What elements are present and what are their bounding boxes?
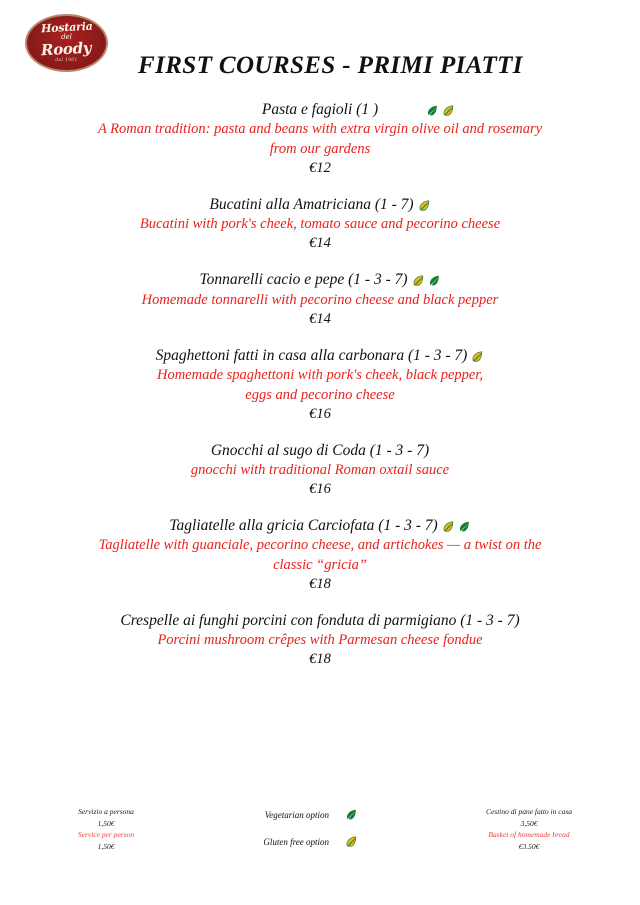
yellow-leaf-icon (418, 198, 431, 211)
dietary-icon-group (412, 273, 441, 286)
green-leaf-icon (426, 103, 439, 116)
menu-item-description: Homemade spaghettoni with pork's cheek, black pepper, (156, 366, 484, 383)
gluten-free-legend-label: Gluten free option (263, 836, 329, 847)
menu-item-price: €16 (309, 480, 331, 497)
legend-row-gluten-free (225, 835, 405, 848)
menu-item-name-row (18, 195, 622, 214)
menu-item (18, 195, 622, 252)
dietary-icon-group (442, 519, 471, 532)
menu-item-name-row (18, 516, 622, 535)
menu-item (18, 100, 622, 177)
menu-item-price: €18 (309, 575, 331, 592)
bread-basket-label-en: Basket of homemade bread (488, 830, 570, 840)
menu-list (0, 100, 640, 668)
menu-item-description: Homemade tonnarelli with pecorino cheese and black pepper (141, 291, 499, 308)
menu-item-name-row (18, 100, 622, 119)
service-charge-price-it: 1,50€ (97, 818, 115, 828)
menu-item-name-row (18, 441, 622, 460)
page-header (0, 0, 640, 100)
dietary-icon-group (418, 198, 431, 211)
menu-item-name-row (18, 346, 622, 365)
page-footer (0, 806, 640, 853)
bread-basket-label-it: Cestino di pane fatto in casa (485, 807, 573, 816)
menu-item (18, 516, 622, 593)
service-charge-label-en: Service per person (77, 830, 135, 840)
menu-item-name-row (18, 611, 622, 630)
logo-line-del: del (61, 33, 72, 41)
menu-item-name: Tagliatelle alla gricia Carciofata (1 - 3 - 7) (169, 516, 438, 534)
logo-line-roody: Roody (40, 38, 93, 60)
menu-item-price: €12 (309, 160, 331, 177)
menu-item-description-cont: from our gardens (269, 141, 371, 158)
vegetarian-legend-label: Vegetarian option (264, 809, 329, 820)
menu-item-description: Tagliatelle with guanciale, pecorino cheese, and artichokes — a twist on the (98, 537, 542, 554)
menu-item (18, 346, 622, 423)
menu-item (18, 611, 622, 668)
bread-basket-price-it: 3,50€ (520, 818, 538, 828)
menu-item-description: gnocchi with traditional Roman oxtail sauce (190, 461, 450, 478)
menu-item-description-cont: eggs and pecorino cheese (245, 386, 395, 403)
dietary-icon-group (471, 349, 484, 362)
yellow-leaf-icon (412, 273, 425, 286)
service-charge-label-it: Servizio a persona (78, 807, 134, 816)
page-title: FIRST COURSES - PRIMI PIATTI (138, 52, 523, 79)
menu-item-description: Porcini mushroom crêpes with Parmesan cheese fondue (157, 632, 483, 649)
green-leaf-icon (345, 808, 358, 821)
green-leaf-icon (428, 273, 441, 286)
menu-item-price: €14 (309, 235, 331, 252)
menu-item-name: Bucatini alla Amatriciana (1 - 7) (209, 196, 414, 214)
menu-item (18, 270, 622, 327)
menu-item-name: Tonnarelli cacio e pepe (1 - 3 - 7) (199, 271, 408, 289)
dietary-icon-group (426, 103, 455, 116)
bread-basket-price-en: €3.50€ (518, 841, 540, 851)
bread-basket-block (444, 806, 614, 853)
legend-row-vegetarian (225, 808, 405, 821)
yellow-leaf-icon (471, 349, 484, 362)
menu-item-description: Bucatini with pork's cheek, tomato sauce and pecorino cheese (139, 216, 501, 233)
menu-item-price: €16 (309, 405, 331, 422)
logo-line-hostaria: Hostaria (40, 19, 93, 36)
restaurant-logo (25, 14, 108, 72)
dietary-legend (225, 806, 405, 848)
yellow-leaf-icon (442, 519, 455, 532)
yellow-leaf-icon (442, 103, 455, 116)
service-charge-price-en: 1,50€ (97, 841, 115, 851)
menu-item-description: A Roman tradition: pasta and beans with extra virgin olive oil and rosemary (97, 121, 543, 138)
menu-item-name: Crespelle ai funghi porcini con fonduta di parmigiano (1 - 3 - 7) (120, 611, 520, 629)
yellow-leaf-icon (345, 835, 358, 848)
menu-item (18, 441, 622, 498)
menu-item-price: €18 (309, 651, 331, 668)
menu-item-name: Pasta e fagioli (1 ) (261, 101, 379, 118)
menu-item-name: Gnocchi al sugo di Coda (1 - 3 - 7) (210, 441, 430, 459)
menu-item-price: €14 (309, 310, 331, 327)
green-leaf-icon (458, 519, 471, 532)
service-charge-block (26, 806, 186, 853)
menu-item-name-row (18, 270, 622, 289)
menu-item-name: Spaghettoni fatti in casa alla carbonara (1 - 3 - 7) (155, 346, 468, 364)
menu-item-description-cont: classic “gricia” (273, 557, 367, 573)
logo-line-established: dal 1961 (55, 58, 78, 63)
